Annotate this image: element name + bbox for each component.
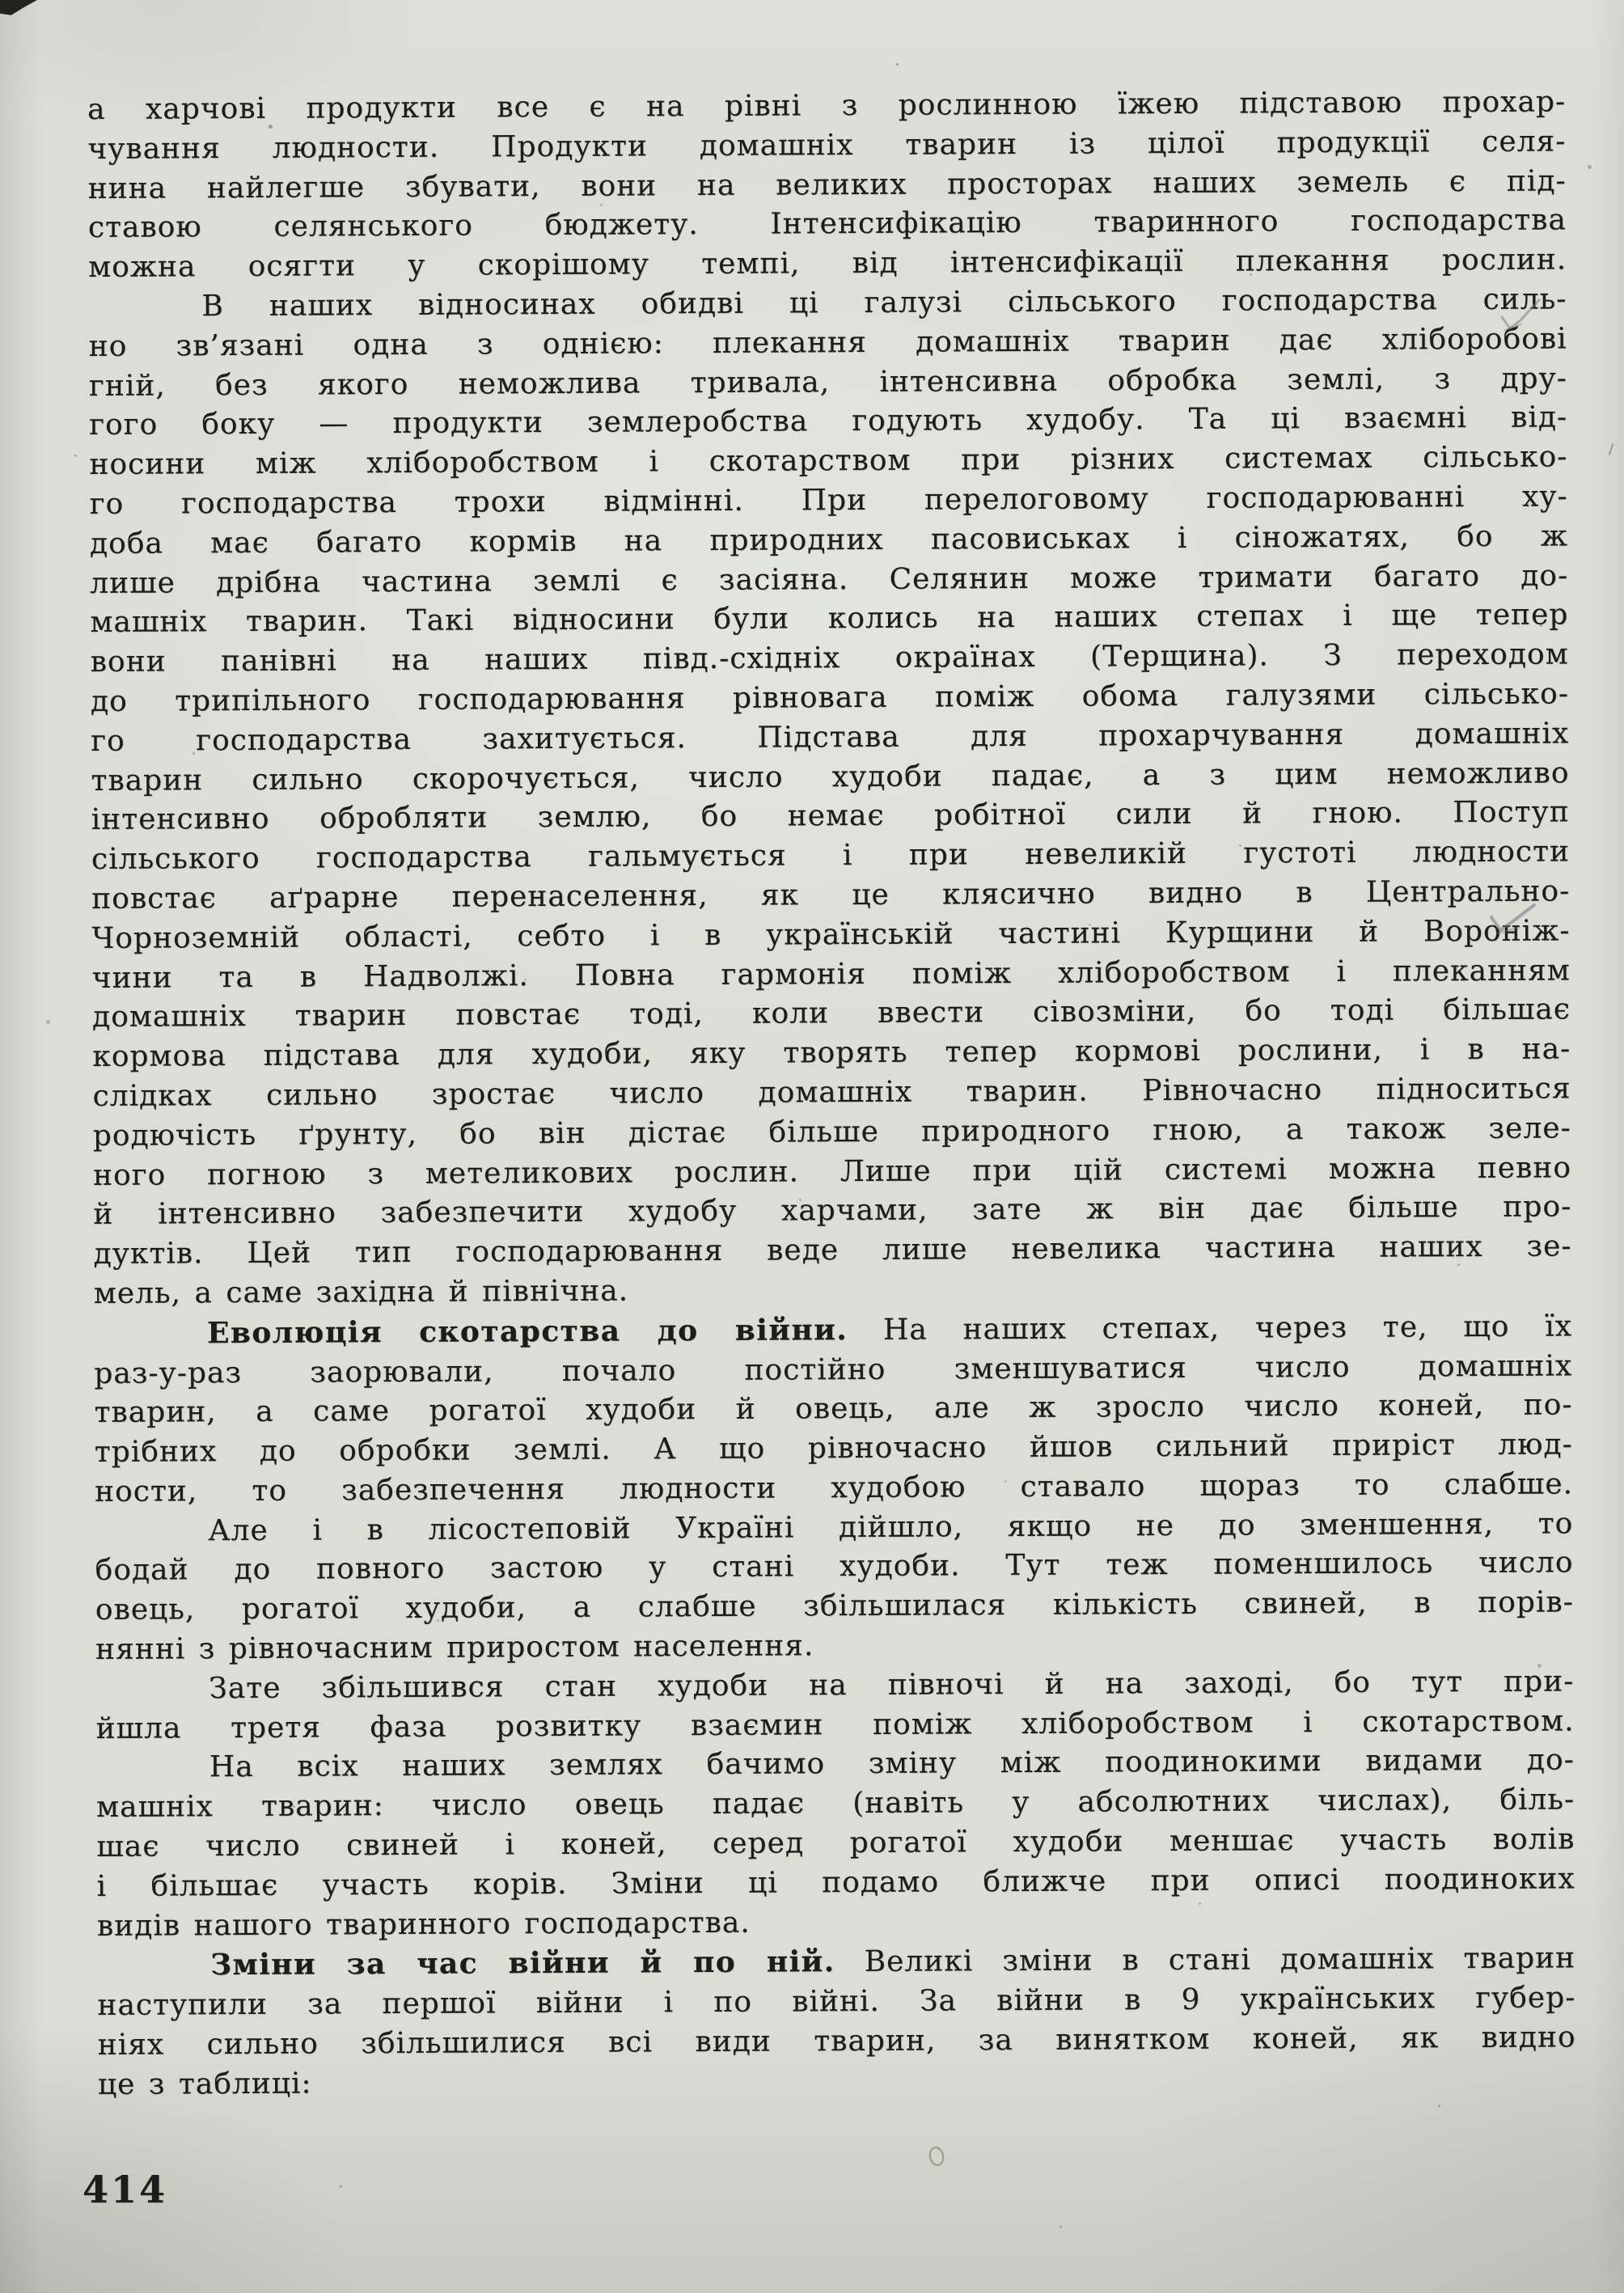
text-line: йшла третя фаза розвитку взаємин поміж хліборобством і скотарством. xyxy=(95,1704,1575,1745)
page-text-block xyxy=(87,82,1576,2105)
text-line: ніях сильно збільшилися всі види тварин, за винятком коней, як видно xyxy=(97,2020,1576,2062)
text-line: вони панівні на наших півд.-східніх окраїнах (Терщина). З переходом xyxy=(90,637,1569,679)
text-line: наступили за першої війни і по війні. За війни в 9 українських губер- xyxy=(97,1981,1576,2023)
text-line: овець, рогатої худоби, а слабше збільшилася кількість свиней, в порів- xyxy=(95,1585,1574,1627)
text-line: чування людности. Продукти домашніх тварин із цілої продукції селя- xyxy=(87,125,1567,166)
text-line: нина найлегше збувати, вони на великих просторах наших земель є під- xyxy=(87,164,1567,205)
text-line: тварин сильно скорочується, число худоби падає, а з цим неможливо xyxy=(91,755,1570,797)
text-line: На всіх наших землях бачимо зміну між поодинокими видами до- xyxy=(209,1743,1575,1784)
text-line: можна осягти у скорішому темпі, від інтенсифікації плекання рослин. xyxy=(88,243,1567,285)
text-line: дуктів. Цей тип господарювання веде лише невелика частина наших зе- xyxy=(93,1229,1572,1271)
text-line: Але і в лісостеповій Україні дійшло, якщо не до зменшення, то xyxy=(208,1507,1574,1547)
text-line: сільського господарства гальмується і при невеликій густоті людности xyxy=(91,835,1571,877)
text-line: раз-у-раз заорювали, почало постійно зменшуватися число домашніх xyxy=(94,1348,1573,1390)
text-line: це з таблиці: xyxy=(97,2067,312,2101)
text-line: доба має багато кормів на природних пасовиськах і сіножатях, бо ж xyxy=(89,519,1569,561)
text-line: бодай до повного застою у стані худоби. Тут теж поменшилось число xyxy=(95,1546,1574,1588)
text-line: слідках сильно зростає число домашніх тварин. Рівночасно підноситься xyxy=(92,1072,1571,1113)
text-line: мель, а саме західна й північна. xyxy=(93,1274,629,1310)
text-line: повстає аґрарне перенаселення, як це клясично видно в Центрально- xyxy=(91,874,1571,916)
text-line: носини між хліборобством і скотарством при різних системах сільсько- xyxy=(89,440,1568,482)
text-line: Зміни за час війни й по ній. Великі зміни в стані домашніх тварин xyxy=(210,1941,1576,1982)
text-line: го господарства трохи відмінні. При перелоговому господарюванні ху- xyxy=(89,480,1568,521)
text-line: чини та в Надволжі. Повна гармонія поміж хліборобством і плеканням xyxy=(91,953,1571,995)
text-line: машніх тварин: число овець падає (навіть у абсолютних числах), біль- xyxy=(96,1783,1575,1825)
text-line: домашніх тварин повстає тоді, коли ввести сівозміни, бо тоді більшає xyxy=(91,992,1571,1034)
text-line: тварин, а саме рогатої худоби й овець, але ж зросло число коней, по- xyxy=(94,1388,1573,1430)
text-line: й інтенсивно забезпечити худобу харчами, зате ж він дає більше про- xyxy=(93,1190,1572,1232)
page-number: 414 xyxy=(82,2168,168,2211)
text-line: шає число свиней і коней, серед рогатої худоби меншає участь волів xyxy=(96,1822,1575,1864)
scan-corner-artifact xyxy=(0,0,37,19)
scan-edge-fleck xyxy=(1609,443,1614,455)
text-line: В наших відносинах обидві ці галузі сільського господарства силь- xyxy=(201,282,1567,324)
text-line: гого боку — продукти землеробства годують худобу. Та ці взаємні від- xyxy=(89,400,1568,442)
text-line: ставою селянського бюджету. Інтенсифікацію тваринного господарства xyxy=(87,203,1567,245)
text-line: машніх тварин. Такі відносини були колись на наших степах і ще тепер xyxy=(90,598,1569,640)
text-line: кормова підстава для худоби, яку творять тепер кормові рослини, і в на- xyxy=(92,1032,1571,1074)
text-line: гній, без якого неможлива тривала, інтенсивна обробка землі, з дру- xyxy=(88,362,1567,403)
paper-speckles xyxy=(0,0,2,2)
text-line: ности, то забезпечення людности худобою ставало щораз то слабше. xyxy=(94,1467,1574,1508)
text-line: ного погною з метеликових рослин. Лише при цій системі можна певно xyxy=(92,1150,1572,1192)
text-line: Еволюція скотарства до війни. На наших степах, через те, що їх xyxy=(206,1309,1573,1350)
text-line: до трипільного господарювання рівновага поміж обома галузями сільсько- xyxy=(90,677,1570,718)
text-line: родючість ґрунту, бо він дістає більше природного гною, а також зеле- xyxy=(92,1111,1571,1153)
text-line: но зв’язані одна з однією: плекання домашніх тварин дає хліборобові xyxy=(88,322,1567,363)
text-line: го господарства захитується. Підстава для прохарчування домашніх xyxy=(91,717,1570,758)
text-line: Зате збільшився стан худоби на півночі й на заході, бо тут при- xyxy=(209,1665,1575,1706)
paragraph-lead: Еволюція скотарства до війни. xyxy=(206,1312,848,1350)
paragraph-lead: Зміни за час війни й по ній. xyxy=(210,1944,835,1982)
text-line: трібних до обробки землі. А що рівночасно йшов сильний приріст люд- xyxy=(94,1428,1573,1470)
text-line: нянні з рівночасним приростом населення. xyxy=(95,1629,814,1667)
text-line: а харчові продукти все є на рівні з рослинною їжею підставою прохар- xyxy=(87,85,1567,126)
text-line: і більшає участь корів. Зміни ці подамо ближче при описі поодиноких xyxy=(96,1862,1575,1903)
text-line: інтенсивно обробляти землю, бо немає робітної сили й гною. Поступ xyxy=(91,795,1570,837)
pen-squiggle-icon xyxy=(927,2145,948,2169)
text-line: Чорноземній області, себто і в українській частині Курщини й Вороніж- xyxy=(91,914,1571,955)
text-line: лише дрібна частина землі є засіяна. Селянин може тримати багато до- xyxy=(90,558,1569,600)
text-line: видів нашого тваринного господарства. xyxy=(96,1906,751,1943)
